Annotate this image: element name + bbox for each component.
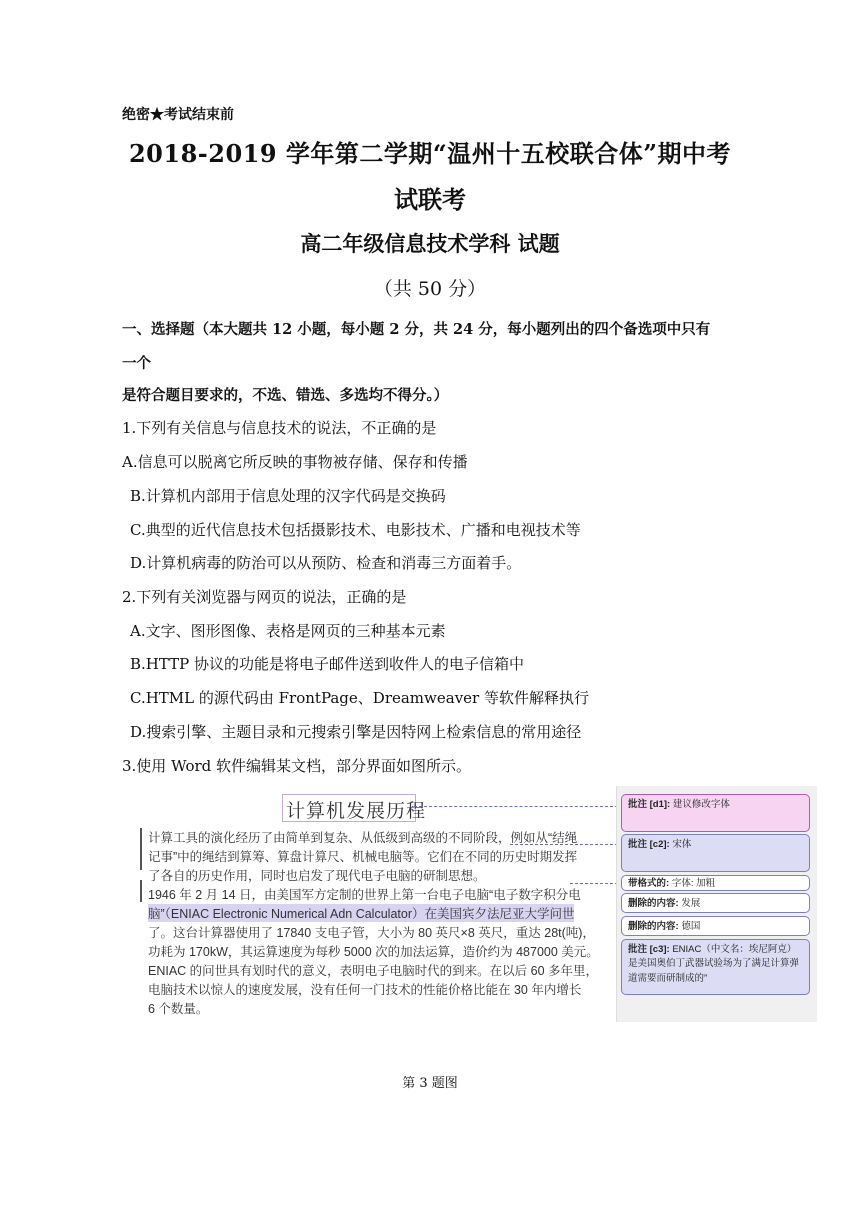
- comment-balloon-d1[interactable]: [621, 794, 810, 832]
- document-title: 计算机发展历程: [286, 800, 427, 822]
- document-area: [130, 786, 618, 1022]
- comment-text: 德国: [681, 921, 701, 932]
- question-2-stem: 2.下列有关浏览器与网页的说法，正确的是: [122, 588, 407, 606]
- comment-text: ENIAC（中文名：埃尼阿克）是美国奥伯丁武器试验场为了满足计算弹道需要而研制成的”: [628, 944, 800, 984]
- comment-balloon-c3[interactable]: [621, 939, 810, 995]
- question-3-stem: 3.使用 Word 软件编辑某文档，部分界面如图所示。: [122, 757, 472, 775]
- comments-pane: [616, 786, 817, 1022]
- question-1-option-c: C.典型的近代信息技术包括摄影技术、电影技术、广播和电视技术等: [130, 521, 581, 539]
- question-2-option-b: B.HTTP 协议的功能是将电子邮件送到收件人的电子信箱中: [130, 655, 525, 673]
- word-screenshot-figure: [130, 786, 816, 1022]
- exam-title-line2: 试联考: [394, 185, 466, 214]
- comment-label: 批注 [c3]:: [628, 944, 670, 955]
- comment-label: 批注 [c2]:: [628, 839, 670, 850]
- format-balloon[interactable]: [621, 875, 810, 891]
- doc-line-4: 1946 年 2 月 14 日，由美国军方定制的世界上第一台电子电脑“电子数字积分电: [148, 888, 581, 902]
- comment-label: 删除的内容:: [628, 898, 679, 909]
- question-2-option-c: C.HTML 的源代码由 FrontPage、Dreamweaver 等软件解释执行: [130, 689, 589, 707]
- doc-line-2: 记事”中的绳结到算筹、算盘计算尺、机械电脑等。它们在不同的历史时期发挥: [148, 850, 578, 864]
- question-2-option-d: D.搜索引擎、主题目录和元搜索引擎是因特网上检索信息的常用途径: [130, 723, 582, 741]
- question-2-option-a: A.文字、图形图像、表格是网页的三种基本元素: [130, 622, 446, 640]
- doc-line-7: 功耗为 170kW，其运算速度为每秒 5000 次的加法运算，造价约为 487000 美元。: [148, 945, 599, 959]
- comment-label: 批注 [d1]:: [628, 799, 671, 810]
- doc-line-8: ENIAC 的问世具有划时代的意义，表明电子电脑时代的到来。在以后 60 多年里，: [148, 964, 599, 978]
- deletion-balloon-1[interactable]: [621, 893, 810, 913]
- doc-line-1: 计算工具的演化经历了由简单到复杂、从低级到高级的不同阶段，例如从“结绳: [148, 831, 578, 845]
- section-heading-line1: 一、选择题（本大题共 12 小题，每小题 2 分，共 24 分，每小题列出的四个备选项中只有: [122, 321, 711, 338]
- comment-label: 带格式的:: [628, 878, 670, 889]
- comment-text: 宋体: [672, 839, 692, 850]
- doc-line-9: 电脑技术以惊人的速度发展，没有任何一门技术的性能价格比能在 30 年内增长: [148, 983, 582, 997]
- figure-caption: 第 3 题图: [402, 1076, 458, 1091]
- total-score: （共 50 分）: [373, 278, 487, 300]
- doc-line-5: 脑”（ENIAC Electronic Numerical Adn Calculator）在美国宾夕法尼亚大学问世: [148, 904, 574, 922]
- question-1-option-d: D.计算机病毒的防治可以从预防、检查和消毒三方面着手。: [130, 554, 522, 572]
- section-heading-line2: 一个: [122, 355, 151, 372]
- doc-line-10: 6 个数量。: [148, 1002, 209, 1016]
- comment-text: 字体: 加粗: [671, 878, 716, 889]
- comment-connector: [570, 883, 618, 884]
- confidential-label: 绝密★考试结束前: [122, 107, 234, 123]
- subject-title: 高二年级信息技术学科 试题: [300, 231, 560, 256]
- comment-text: 建议修改字体: [672, 799, 730, 810]
- change-bar: [140, 828, 142, 870]
- question-1-stem: 1.下列有关信息与信息技术的说法，不正确的是: [122, 419, 437, 437]
- change-bar: [140, 880, 142, 902]
- exam-title-line1: 2018-2019 学年第二学期“温州十五校联合体”期中考: [128, 139, 732, 168]
- comment-balloon-c2[interactable]: [621, 834, 810, 872]
- comment-connector: [510, 844, 618, 845]
- doc-line-3: 了各自的历史作用，同时也启发了现代电子电脑的研制思想。: [148, 869, 486, 883]
- question-1-option-a: A.信息可以脱离它所反映的事物被存储、保存和传播: [122, 453, 468, 471]
- comment-text: 发展: [681, 898, 701, 909]
- comment-connector: [414, 806, 618, 807]
- question-1-option-b: B.计算机内部用于信息处理的汉字代码是交换码: [130, 487, 446, 505]
- doc-line-6: 了。这台计算器使用了 17840 支电子管，大小为 80 英尺×8 英尺，重达 28t(吨)，: [148, 926, 595, 940]
- comment-label: 删除的内容:: [628, 921, 679, 932]
- section-heading-line3: 是符合题目要求的，不选、错选、多选均不得分。）: [122, 387, 449, 404]
- deletion-balloon-2[interactable]: [621, 916, 810, 936]
